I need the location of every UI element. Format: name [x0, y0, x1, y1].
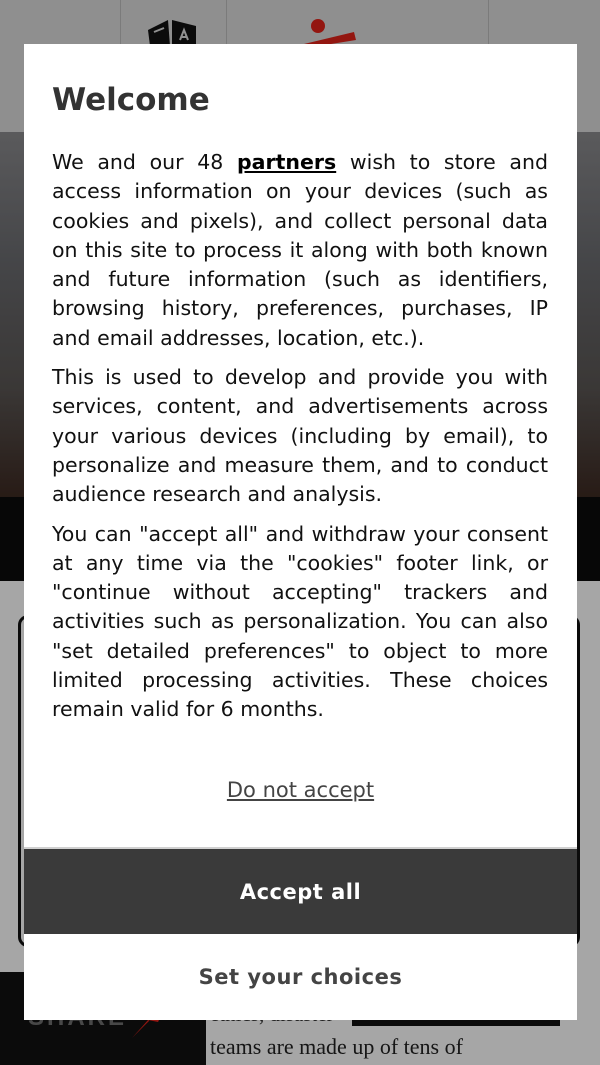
dialog-title: Welcome	[52, 82, 210, 118]
set-choices-button[interactable]: Set your choices	[24, 934, 577, 1020]
paragraph-text: wish to store and access information on your devices (such as cookies and pixels), and collect personal data on this site to process it along with both known and future information (such as identifiers, browsing history, preferences, purchases, IP and email addresses, location, etc.).	[52, 150, 548, 350]
dialog-body	[52, 148, 548, 735]
article-text-line: teams are made up of tens of	[210, 1034, 463, 1059]
do-not-accept-link[interactable]: Do not accept	[226, 778, 375, 802]
paragraph-text: We and our 48	[52, 150, 237, 174]
consent-paragraph-2: This is used to develop and provide you with services, content, and advertisements across your various devices (including by email), to personalize and measure them, and to conduct audience research and analysis.	[52, 365, 548, 507]
consent-paragraph-3: You can "accept all" and withdraw your consent at any time via the "cookies" footer link, or "continue without accepting" trackers and activities such as personalization. You can also "set detailed preferences" to object to more limited processing activities. These choices remain valid for 6 months.	[52, 521, 548, 722]
consent-paragraph-1	[52, 148, 548, 353]
consent-dialog	[24, 44, 577, 1020]
partners-link[interactable]: partners	[236, 150, 337, 174]
accept-all-button[interactable]: Accept all	[24, 849, 577, 934]
